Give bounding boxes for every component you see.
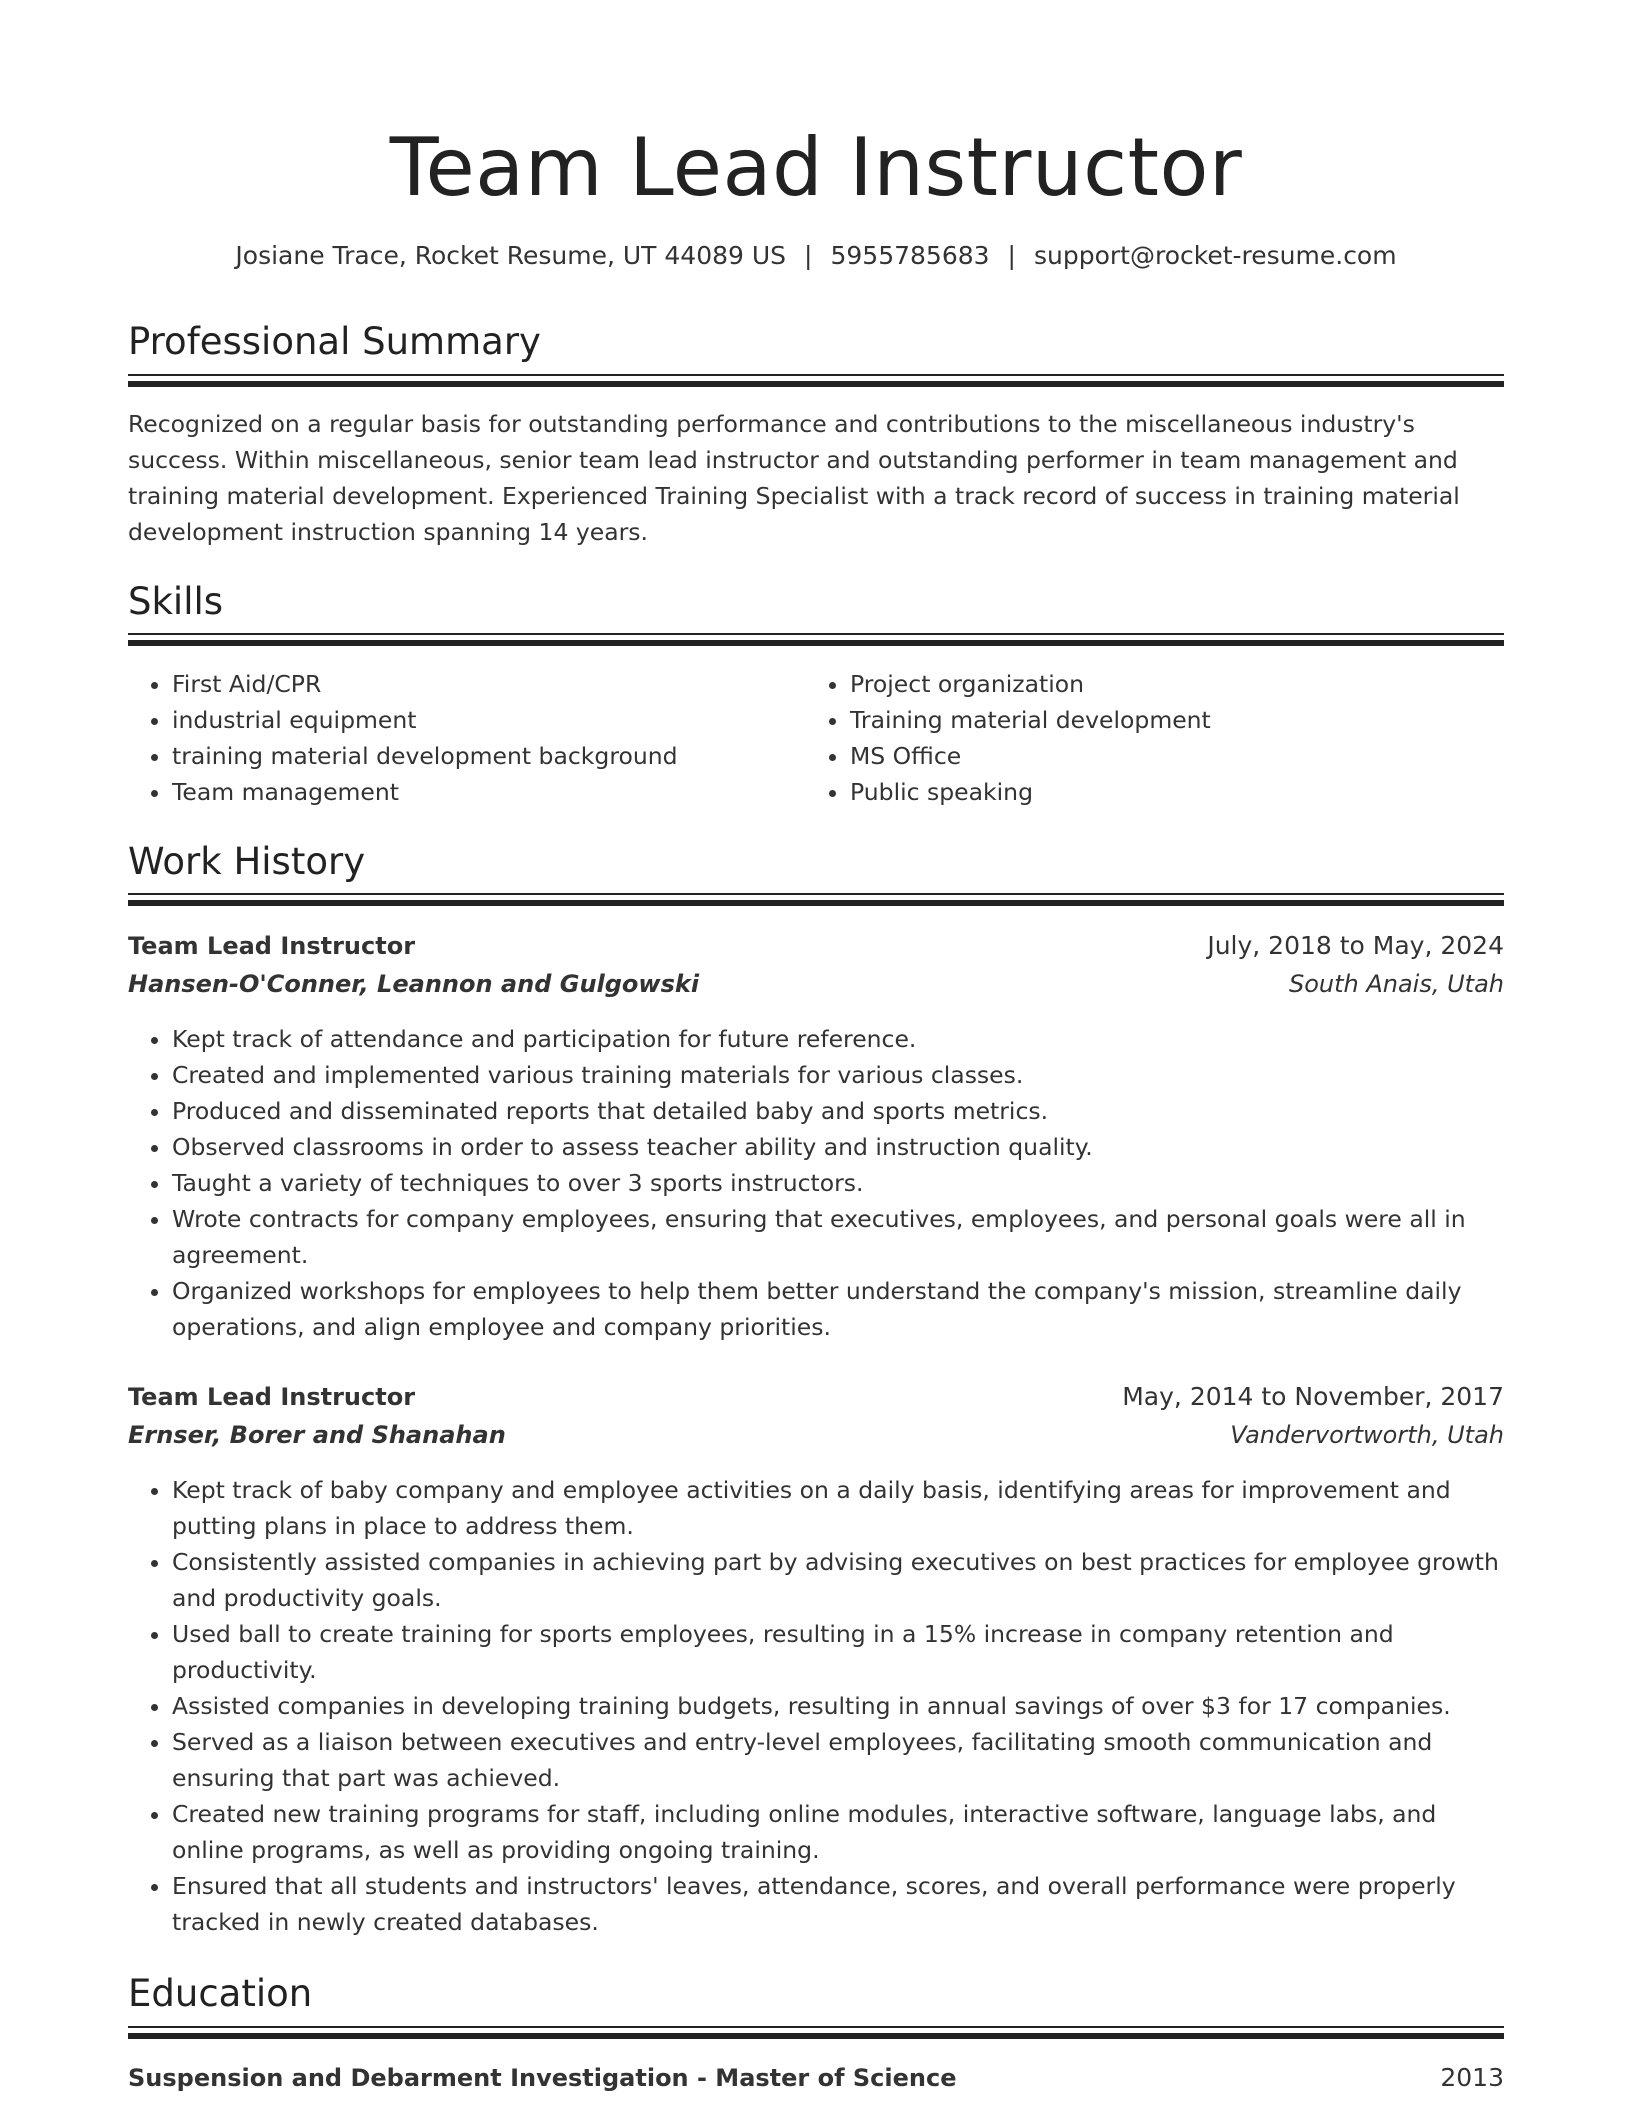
job-header bbox=[128, 1378, 1504, 1416]
job-company: Ernser, Borer and Shanahan bbox=[128, 1421, 506, 1449]
list-item: • Ensured that all students and instructors' leaves, attendance, scores, and overall performance were properly tracked in newly created databases. bbox=[172, 1868, 1504, 1940]
list-item: • Created new training programs for staff, including online modules, interactive software, language labs, and online programs, as well as providing ongoing training. bbox=[172, 1796, 1504, 1868]
summary-text: Recognized on a regular basis for outstanding performance and contributions to the miscellaneous industry's success. Within miscellaneous, senior team lead instructor and outstanding performer in team management and training material development. Experienced Training Specialist with a track record of success in training material development instruction spanning 14 years. bbox=[128, 410, 1460, 546]
education-year: 2013 bbox=[1440, 2063, 1504, 2092]
job-header bbox=[128, 927, 1504, 965]
job-subheader bbox=[128, 1416, 1504, 1454]
list-item: • Produced and disseminated reports that detailed baby and sports metrics. bbox=[172, 1093, 1504, 1129]
skills-column-left bbox=[128, 666, 812, 810]
list-item: • Consistently assisted companies in achieving part by advising executives on best practices for employee growth and productivity goals. bbox=[172, 1544, 1504, 1616]
job-bullets bbox=[128, 1021, 1504, 1345]
contact-separator: | bbox=[804, 241, 813, 270]
skill-item: • Training material development bbox=[850, 702, 1490, 738]
work-heading: Work History bbox=[128, 840, 366, 883]
skill-item: • Project organization bbox=[850, 666, 1490, 702]
summary-heading: Professional Summary bbox=[128, 320, 541, 363]
contact-line bbox=[128, 236, 1504, 276]
job-location: Vandervortworth, Utah bbox=[1230, 1421, 1504, 1449]
skill-item: • training material development background bbox=[172, 738, 812, 774]
job-location: South Anais, Utah bbox=[1288, 970, 1504, 998]
resume-title: Team Lead Instructor bbox=[389, 121, 1243, 214]
skill-item: • Public speaking bbox=[850, 774, 1490, 810]
section-divider bbox=[128, 374, 1504, 388]
job-company: Hansen-O'Conner, Leannon and Gulgowski bbox=[128, 970, 700, 998]
education-degree: Suspension and Debarment Investigation - Master of Science bbox=[128, 2064, 957, 2092]
skills-column-right bbox=[806, 666, 1490, 810]
section-divider bbox=[128, 893, 1504, 907]
contact-address: Josiane Trace, Rocket Resume, UT 44089 US bbox=[235, 241, 787, 270]
job-dates: July, 2018 to May, 2024 bbox=[1207, 931, 1504, 960]
contact-phone: 5955785683 bbox=[830, 241, 990, 270]
list-item: • Organized workshops for employees to help them better understand the company's mission, streamline daily operations, and align employee and company priorities. bbox=[172, 1273, 1504, 1345]
contact-email: support@rocket-resume.com bbox=[1033, 241, 1397, 270]
list-item: • Wrote contracts for company employees, ensuring that executives, employees, and personal goals were all in agreement. bbox=[172, 1201, 1504, 1273]
section-divider bbox=[128, 2026, 1504, 2040]
list-item: • Observed classrooms in order to assess teacher ability and instruction quality. bbox=[172, 1129, 1504, 1165]
job-subheader bbox=[128, 965, 1504, 1003]
list-item: • Used ball to create training for sports employees, resulting in a 15% increase in company retention and productivity. bbox=[172, 1616, 1504, 1688]
job-dates: May, 2014 to November, 2017 bbox=[1122, 1382, 1504, 1411]
skill-item: • Team management bbox=[172, 774, 812, 810]
list-item: • Created and implemented various training materials for various classes. bbox=[172, 1057, 1504, 1093]
skill-item: • MS Office bbox=[850, 738, 1490, 774]
skills-heading: Skills bbox=[128, 580, 224, 623]
education-heading: Education bbox=[128, 1972, 313, 2015]
contact-separator: | bbox=[1007, 241, 1016, 270]
list-item: • Kept track of baby company and employee activities on a daily basis, identifying areas for improvement and putting plans in place to address them. bbox=[172, 1472, 1504, 1544]
list-item: • Assisted companies in developing training budgets, resulting in annual savings of over $3 for 17 companies. bbox=[172, 1688, 1504, 1724]
skill-item: • First Aid/CPR bbox=[172, 666, 812, 702]
education-entry bbox=[128, 2059, 1504, 2097]
job-title: Team Lead Instructor bbox=[128, 1383, 416, 1411]
list-item: • Taught a variety of techniques to over 3 sports instructors. bbox=[172, 1165, 1504, 1201]
section-divider bbox=[128, 633, 1504, 647]
list-item: • Served as a liaison between executives and entry-level employees, facilitating smooth communication and ensuring that part was achieved. bbox=[172, 1724, 1504, 1796]
job-title: Team Lead Instructor bbox=[128, 932, 416, 960]
skill-item: • industrial equipment bbox=[172, 702, 812, 738]
list-item: • Kept track of attendance and participation for future reference. bbox=[172, 1021, 1504, 1057]
job-bullets bbox=[128, 1472, 1504, 1940]
